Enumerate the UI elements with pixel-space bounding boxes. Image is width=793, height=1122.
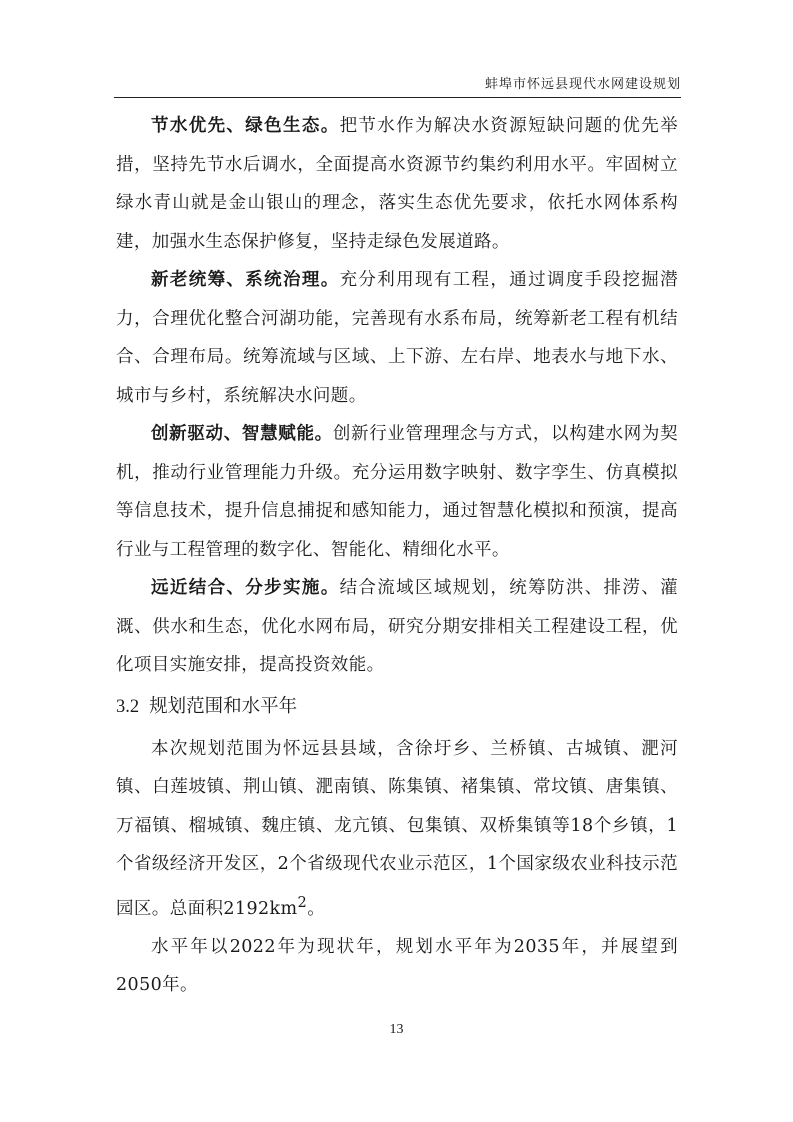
principle-lead-1: 节水优先、绿色生态。 — [151, 116, 340, 136]
scope-end: 。 — [307, 898, 326, 919]
principle-body-3: 创新行业管理理念与方式，以构建水网为契机，推动行业管理能力升级。充分运用数字映射、数字孪生、仿真模拟等信息技术，提升信息捕捉和感知能力，通过智慧化模拟和预演，提高行业与工程管理的数字化、智能化、精细化水平。 — [116, 424, 678, 560]
section-number: 3.2 — [116, 696, 140, 717]
principle-lead-4: 远近结合、分步实施。 — [151, 578, 340, 598]
principle-lead-3: 创新驱动、智慧赋能。 — [151, 424, 333, 444]
principle-paragraph-1 — [116, 107, 678, 261]
level-year-text: 水平年以2022年为现状年，规划水平年为2035年，并展望到2050年。 — [116, 936, 678, 996]
scope-paragraph — [116, 730, 678, 928]
level-year-paragraph — [116, 928, 678, 1005]
section-heading — [116, 688, 678, 726]
page-number: 13 — [389, 1022, 404, 1037]
principle-paragraph-4 — [116, 569, 678, 685]
page-footer — [0, 1022, 793, 1038]
principle-body-1: 把节水作为解决水资源短缺问题的优先举措，坚持先节水后调水，全面提高水资源节约集约利用水平。牢固树立绿水青山就是金山银山的理念，落实生态优先要求，依托水网体系构建，加强水生态保护修复，坚持走绿色发展道路。 — [116, 116, 679, 252]
section-title: 规划范围和水平年 — [149, 695, 298, 717]
page-content — [116, 107, 678, 1005]
principle-paragraph-3 — [116, 415, 678, 569]
document-title: 蚌埠市怀远县现代水网建设规划 — [484, 77, 681, 92]
scope-text: 本次规划范围为怀远县县域，含徐圩乡、兰桥镇、古城镇、淝河镇、白莲坡镇、荆山镇、淝南镇、陈集镇、褚集镇、常坟镇、唐集镇、万福镇、榴城镇、魏庄镇、龙亢镇、包集镇、双桥集镇等18个乡镇，1个省级经济开发区，2个省级现代农业示范区，1个国家级农业科技示范园区。总面积2192km — [116, 738, 678, 919]
principle-lead-2: 新老统筹、系统治理。 — [151, 270, 340, 290]
principle-paragraph-2 — [116, 261, 678, 415]
running-header — [114, 76, 681, 98]
area-superscript: 2 — [297, 893, 308, 911]
principle-body-2: 充分利用现有工程，通过调度手段挖掘潜力，合理优化整合河湖功能，完善现有水系布局，统筹新老工程有机结合、合理布局。统筹流域与区域、上下游、左右岸、地表水与地下水、城市与乡村，系统解决水问题。 — [116, 270, 679, 406]
principle-body-4: 结合流域区域规划，统筹防洪、排涝、灌溉、供水和生态，优化水网布局，研究分期安排相关工程建设工程，优化项目实施安排，提高投资效能。 — [116, 578, 679, 675]
